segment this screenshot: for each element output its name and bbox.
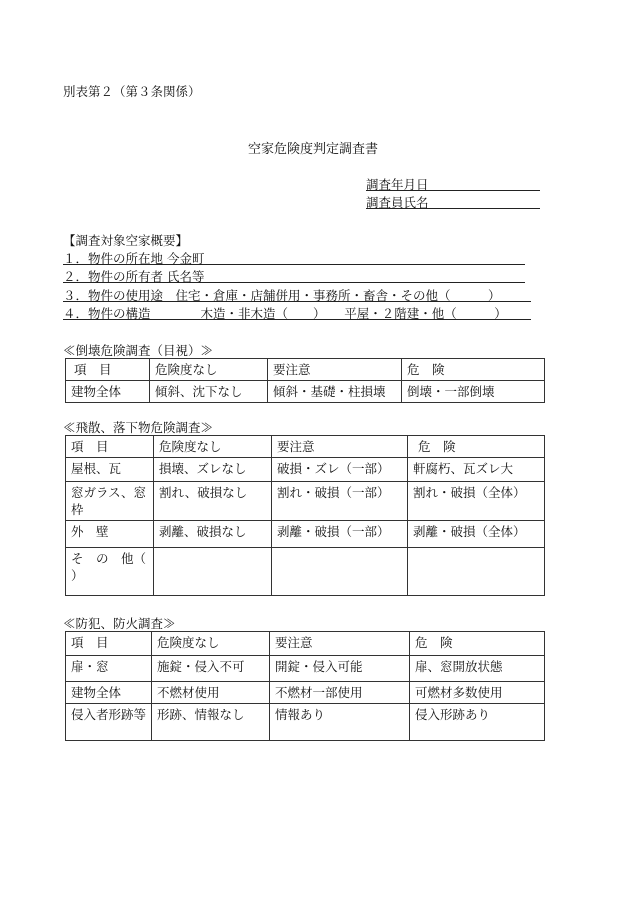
header-caution: 要注意 <box>270 632 410 656</box>
header-danger: 危 険 <box>402 359 545 381</box>
table-row <box>66 548 545 596</box>
cell-caution: 剥離・破損（一部） <box>272 521 408 548</box>
surveyor-field <box>366 193 540 209</box>
header-item: 項 目 <box>66 632 152 656</box>
header-no-risk: 危険度なし <box>150 359 268 381</box>
table-row <box>66 482 545 521</box>
table-header-row <box>66 436 545 458</box>
falling-survey-title: ≪飛散、落下物危険調査≫ <box>63 420 214 435</box>
cell-no-risk: 損壊、ズレなし <box>154 458 272 482</box>
overview-heading: 【調査対象空家概要】 <box>63 233 189 248</box>
collapse-survey-title: ≪倒壊危険調査（目視）≫ <box>63 343 214 358</box>
cell-no-risk: 剥離、破損なし <box>154 521 272 548</box>
cell-caution: 破損・ズレ（一部） <box>272 458 408 482</box>
header-no-risk: 危険度なし <box>152 632 270 656</box>
cell-danger: 割れ・破損（全体） <box>408 482 545 521</box>
document-title: 空家危険度判定調査書 <box>248 142 379 157</box>
table-header-row <box>66 632 545 656</box>
cell-caution: 情報あり <box>270 704 410 741</box>
cell-danger: 剥離・破損（全体） <box>408 521 545 548</box>
cell-no-risk: 傾斜、沈下なし <box>150 381 268 403</box>
header-caution: 要注意 <box>268 359 402 381</box>
table-row <box>66 458 545 482</box>
cell-no-risk: 不燃材使用 <box>152 682 270 704</box>
header-caution: 要注意 <box>272 436 408 458</box>
cell-caution: 傾斜・基礎・柱損壊 <box>268 381 402 403</box>
cell-no-risk: 形跡、情報なし <box>152 704 270 741</box>
header-no-risk: 危険度なし <box>154 436 272 458</box>
survey-date-label: 調査年月日 <box>366 177 429 192</box>
cell-caution: 割れ・破損（一部） <box>272 482 408 521</box>
header-danger: 危 険 <box>408 436 545 458</box>
overview-item-location: １．物件の所在地 今金町 <box>63 249 525 265</box>
header-item: 項 目 <box>66 436 154 458</box>
cell-danger <box>408 548 545 596</box>
cell-item: 窓ガラス、窓枠 <box>66 482 154 521</box>
cell-no-risk <box>154 548 272 596</box>
cell-danger: 倒壊・一部倒壊 <box>402 381 545 403</box>
table-row <box>66 682 545 704</box>
cell-danger: 扉、窓開放状態 <box>410 656 545 682</box>
header-danger: 危 険 <box>410 632 545 656</box>
falling-survey-table <box>65 435 545 596</box>
overview-item-owner: ２．物件の所有者 氏名等 <box>63 267 525 283</box>
cell-caution: 不燃材一部使用 <box>270 682 410 704</box>
cell-danger: 侵入形跡あり <box>410 704 545 741</box>
table-row <box>66 521 545 548</box>
cell-item: 建物全体 <box>66 682 152 704</box>
header-item: 項 目 <box>66 359 150 381</box>
crime-fire-survey-table <box>65 631 545 741</box>
table-header-row <box>66 359 545 381</box>
cell-caution: 開錠・侵入可能 <box>270 656 410 682</box>
cell-item: 外 壁 <box>66 521 154 548</box>
appendix-note: 別表第２（第３条関係） <box>63 84 201 99</box>
crime-fire-survey-title: ≪防犯、防火調査≫ <box>63 616 176 631</box>
cell-item: 屋根、瓦 <box>66 458 154 482</box>
cell-item: 扉・窓 <box>66 656 152 682</box>
surveyor-label: 調査員氏名 <box>366 195 429 210</box>
cell-no-risk: 施錠・侵入不可 <box>152 656 270 682</box>
survey-date-field <box>366 175 540 191</box>
overview-item-structure: ４．物件の構造 木造・非木造（ ） 平屋・２階建・他（ ） <box>63 304 531 320</box>
table-row <box>66 704 545 741</box>
cell-danger: 可燃材多数使用 <box>410 682 545 704</box>
cell-caution <box>272 548 408 596</box>
cell-item: 建物全体 <box>66 381 150 403</box>
collapse-survey-table <box>65 358 545 403</box>
cell-item: そ の 他（ ） <box>66 548 154 596</box>
cell-danger: 軒腐朽、瓦ズレ大 <box>408 458 545 482</box>
cell-item: 侵入者形跡等 <box>66 704 152 741</box>
cell-no-risk: 割れ、破損なし <box>154 482 272 521</box>
table-row <box>66 656 545 682</box>
overview-item-usage: ３．物件の使用途 住宅・倉庫・店舗併用・事務所・畜舎・その他（ ） <box>63 286 531 302</box>
table-row <box>66 381 545 403</box>
